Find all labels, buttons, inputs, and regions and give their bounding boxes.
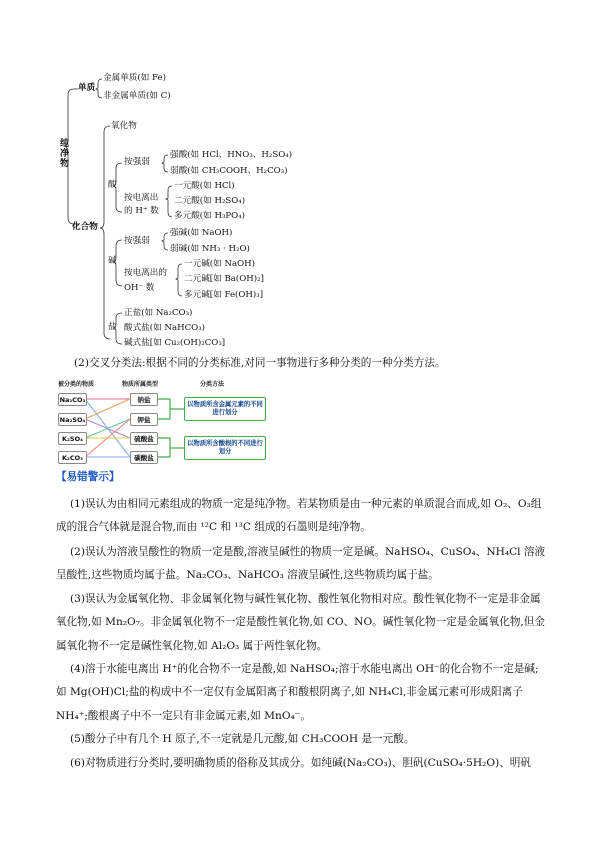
tree-yan-item: 正盐(如 Na₂CO₃) bbox=[124, 308, 193, 318]
tree-suan-ion-item: 二元酸(如 H₂SO₄) bbox=[174, 196, 246, 206]
tree-root-label: 纯净物 bbox=[58, 138, 68, 168]
tree-jian-strength-item: 强碱(如 NaOH) bbox=[170, 228, 233, 238]
tree-suan-ion-label: 的 H⁺ 数 bbox=[124, 206, 159, 216]
warning-title: 【易错警示】 bbox=[56, 471, 120, 483]
diagram-header-method: 分类方法 bbox=[200, 381, 225, 388]
method-box-acid-radical: 以物质所含酸根的不同进行划分 bbox=[184, 436, 266, 460]
diagram-header-type: 物质所属类型 bbox=[122, 381, 159, 388]
type-box: 硫酸盐 bbox=[130, 432, 158, 445]
warning-item: (5)酸分子中有几个 H 原子,不一定就是几元酸,如 CH₃COOH 是一元酸。 bbox=[70, 733, 415, 745]
warning-item: (6)对物质进行分类时,要明确物质的俗称及其成分。如纯碱(Na₂CO₃)、胆矾(CuSO₄·5H₂O)、明矾 bbox=[70, 757, 531, 769]
tree-yanghuawu-label: 氧化物 bbox=[111, 121, 137, 131]
substance-box: Na₂SO₄ bbox=[58, 413, 87, 426]
type-box: 钾盐 bbox=[130, 413, 158, 426]
tree-jian-ion-label: OH⁻ 数 bbox=[124, 283, 155, 293]
method-box-metal: 以物质所含金属元素的不同进行划分 bbox=[184, 397, 266, 421]
tree-jian-ion-item: 二元碱[如 Ba(OH)₂] bbox=[184, 274, 264, 284]
diagram-header-substance: 被分类的物质 bbox=[58, 381, 95, 388]
tree-yan-item: 碱式盐[如 Cu₂(OH)₂CO₃] bbox=[124, 338, 226, 348]
tree-jian-ion-item: 多元碱[如 Fe(OH)₃] bbox=[184, 290, 264, 300]
tree-suan-strength-item: 弱酸(如 CH₃COOH、H₂CO₃) bbox=[170, 166, 288, 176]
tree-jian-strength-label: 按强弱 bbox=[124, 236, 150, 246]
warning-item: (3)误认为金属氧化物、非金属氧化物与碱性氧化物、酸性氧化物相对应。酸性氧化物不一定是非金属氧化物,如 Mn₂O₇。非金属氧化物不一定是酸性氧化物,如 CO、NO。碱性氧化物一定是金属氧化物,但金属氧化物不一定是碱性氧化物,如 Al₂O₃ 属于两性氧化物。 bbox=[56, 593, 545, 652]
tree-suan-label: 酸 bbox=[108, 180, 117, 190]
tree-huahewu-label: 化合物 bbox=[72, 222, 98, 232]
warning-item: (2)误认为溶液呈酸性的物质一定是酸,溶液呈碱性的物质一定是碱。NaHSO₄、CuSO₄、NH₄Cl 溶液呈酸性,这些物质均属于盐。Na₂CO₃、NaHCO₃ 溶液呈碱性,这些物质均属于盐。 bbox=[56, 546, 546, 582]
substance-box: K₂SO₄ bbox=[58, 432, 87, 445]
tree-danzhi-item: 金属单质(如 Fe) bbox=[103, 73, 166, 83]
tree-jian-strength-item: 弱碱(如 NH₃ · H₂O) bbox=[170, 244, 250, 254]
tree-jian-ion-item: 一元碱(如 NaOH) bbox=[184, 259, 255, 269]
substance-box: K₂CO₃ bbox=[58, 451, 87, 464]
cross-method-text: (2)交叉分类法:根据不同的分类标准,对同一事物进行多种分类的一种分类方法。 bbox=[74, 357, 446, 369]
warning-item: (1)误认为由相同元素组成的物质一定是纯净物。若某物质是由一种元素的单质混合而成,如 O₂、O₃组成的混合气体就是混合物,而由 ¹²C 和 ¹³C 组成的石墨则是纯净物。 bbox=[56, 498, 542, 534]
tree-danzhi-label: 单质 bbox=[78, 83, 96, 93]
tree-suan-ion-item: 多元酸(如 H₃PO₄) bbox=[174, 211, 246, 221]
substance-box: Na₂CO₃ bbox=[58, 393, 87, 406]
tree-suan-strength-label: 按强弱 bbox=[124, 157, 150, 167]
tree-yan-label: 盐 bbox=[108, 322, 117, 332]
tree-suan-ion-item: 一元酸(如 HCl) bbox=[174, 181, 235, 191]
tree-jian-label: 碱 bbox=[108, 256, 117, 266]
tree-danzhi-item: 非金属单质(如 C) bbox=[103, 91, 171, 101]
tree-suan-ion-label: 按电离出 bbox=[124, 193, 159, 203]
type-box: 钠盐 bbox=[130, 393, 158, 406]
type-box: 碳酸盐 bbox=[130, 451, 158, 464]
warning-item: (4)溶于水能电离出 H⁺的化合物不一定是酸,如 NaHSO₄;溶于水能电离出 OH⁻的化合物不一定是碱;如 Mg(OH)Cl;盐的构成中不一定仅有金属阳离子和酸根阴离子,如 NH₄Cl,非金属元素可形成阳离子 NH₄⁺;酸根离子中不一定只有非金属元素,如 MnO₄⁻。 bbox=[56, 663, 539, 722]
tree-yan-item: 酸式盐(如 NaHCO₃) bbox=[124, 323, 206, 333]
tree-jian-ion-label: 按电离出的 bbox=[124, 268, 167, 278]
tree-suan-strength-item: 强酸(如 HCl、HNO₃、H₂SO₄) bbox=[170, 150, 293, 160]
